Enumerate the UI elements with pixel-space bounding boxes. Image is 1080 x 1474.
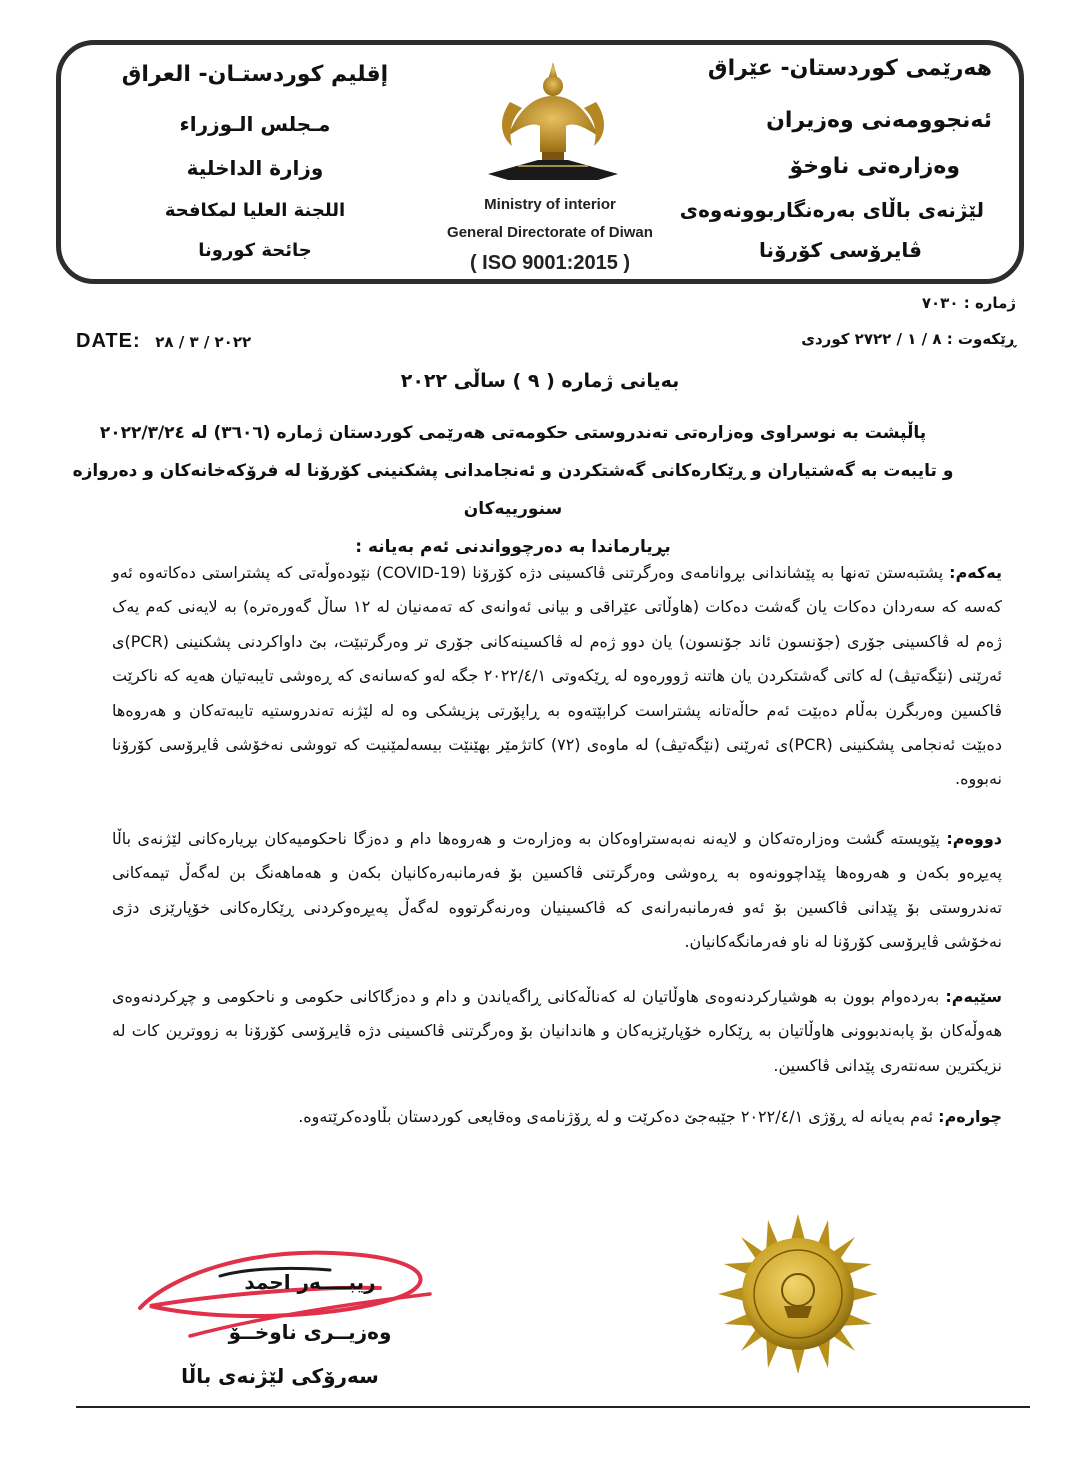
signatory-name: ریبــــەر احمد	[244, 1270, 376, 1294]
intro-line: و تایبەت بە گەشتیاران و ڕێکارەکانی گەشتکردن و ئەنجامدانی پشکنینی کۆرۆنا لە فرۆکەخانەکان و دەروازە سنورییەکان	[72, 461, 954, 519]
official-seal-icon	[718, 1214, 878, 1374]
header-corona-kurdish: ڤایرۆسی کۆرۆنا	[759, 238, 922, 262]
paragraph-label: یەکەم:	[949, 563, 1003, 582]
header-committee-arabic: اللجنة العليا لمكافحة	[164, 200, 346, 221]
paragraph-label: دووەم:	[946, 829, 1002, 848]
paragraph-third	[112, 980, 1002, 1083]
signatory-title: سەرۆکی لێژنەی باڵا	[181, 1364, 379, 1388]
header-ministry-kurdish: وەزارەتی ناوخۆ	[789, 154, 960, 179]
footer-divider	[76, 1406, 1030, 1408]
paragraph-fourth	[190, 1100, 1002, 1134]
iso-label: ( ISO 9001:2015 )	[469, 252, 631, 274]
paragraph-label: چوارەم:	[938, 1107, 1002, 1126]
kurdistan-emblem-icon	[478, 56, 628, 186]
date-value: ٢٠٢٢ / ٣ / ٢٨	[155, 333, 252, 351]
intro-line: بڕیارماندا بە دەرچوواندنی ئەم بەیانە :	[355, 537, 671, 557]
header-region-arabic: إقليم كوردستـان- العراق	[121, 62, 389, 87]
date-label: DATE:	[76, 330, 141, 352]
paragraph-label: سێیەم:	[945, 987, 1002, 1006]
document-date-kurdish: ڕێکەوت : ٨ / ١ / ٢٧٢٢ کوردی	[801, 330, 1016, 348]
statement-intro	[60, 414, 966, 566]
header-region-kurdish: هەرێمی کوردستان- عێراق	[707, 56, 992, 81]
paragraph-first	[112, 556, 1002, 797]
paragraph-text: پێویستە گشت وەزارەتەکان و لایەنە نەبەستراوەکان بە وەزارەت و هەروەها دام و دەزگا ناحکومیەکان بڕیارەکانی لێژنەی باڵا پەیڕەو بکەن و هەروەها پێداچوونەوە بە ڕەوشی وەرگرتنی ڤاکسین بۆ فەرمانبەرەکانیان بکەن و هەماهەنگ بن لەگەڵ تیمەکانی تەندروستی بۆ پێدانی ڤاکسین بۆ ئەو فەرمانبەرانەی کە ڤاکسینیان وەرنەگرتووە لەگەڵ پەیڕەوکردنی ڕێکارەکانی خۆپارێزی دژی نەخۆشی ڤایرۆسی کۆرۆنا لە ناو فەرمانگەکانیان.	[112, 829, 1002, 952]
document-date	[76, 330, 251, 353]
intro-line: پاڵپشت بە نوسراوی وەزارەتی تەندروستی حکومەتی هەرێمی کوردستان ژمارە (٣٦٠٦) لە ٢٠٢٢/٣/٢٤	[99, 423, 927, 443]
signatory-role: وەزیــری ناوخــۆ	[228, 1320, 392, 1344]
header-council-kurdish: ئەنجوومەنی وەزیران	[766, 108, 992, 133]
header-ministry-english: Ministry of interior	[484, 196, 616, 213]
paragraph-text: بەردەوام بوون بە هوشیارکردنەوەی هاوڵاتیان لە کەناڵەکانی ڕاگەیاندن و دام و دەزگاکانی حکومی و ناحکومی و چڕکردنەوەی هەوڵەکان بۆ پابەندبوونی هاوڵاتیان بە ڕێکارە خۆپارێزیەکان و هاندانیان بۆ وەرگرتنی ڤاکسینی دژە ڤایرۆسی کۆرۆنا بە زووترین کات لە نزیکترین سەنتەری پێدانی ڤاکسین.	[112, 987, 1002, 1075]
paragraph-second	[112, 822, 1002, 960]
paragraph-text: ئەم بەیانە لە ڕۆژی ٢٠٢٢/٤/١ جێبەجێ دەکرێت و لە ڕۆژنامەی وەقایعی کوردستان بڵاودەکرێتەوە.	[298, 1107, 934, 1126]
header-corona-arabic: جائحة كورونا	[198, 240, 312, 261]
paragraph-text: پشتبەستن تەنها بە پێشاندانی بڕوانامەی وەرگرتنی ڤاکسینی دژە کۆرۆنا (COVID-19) نێودەوڵەتی کە پشتراستی دەکاتەوە ئەو کەسە کە سەردان دەکات یان گەشت دەکات (هاوڵاتی عێراقی و بیانی ئەوانەی کە تەمەنیان لە ١٢ ساڵ گەورەترە) بە لایەنی کەم یەک ژەم لە ڤاکسینی جۆری (جۆنسون ئاند جۆنسون) یان دوو ژەم لە ڤاکسینەکانی جۆری تر وەرگرتبێت، بێ داواکردنی پشکنینی (PCR)ی ئەرێنی (نێگەتیڤ) لە کاتی گەشتکردن یان هاتنە ژوورەوە لە ڕێکەوتی ٢٠٢٢/٤/١ جگە لەو کەسانەی کە ڕەوشی تایبەتیان هەیە کە ناکرێت ڤاکسین وەربگرن بەڵام دەبێت ئەم حاڵەتانە پشتراست کرابێتەوە بە ڕاپۆرتی پزیشکی وە لە لێژنە تەندروستیە تایبەتەکان و هەروەها دەبێت ئەنجامی پشکنینی (PCR)ی ئەرێنی (نێگەتیڤ) لە ماوەی (٧٢) کاتژمێر بهێنێت بیسەلمێنیت کە تووشی نەخۆشی ڤایرۆسی کۆرۆنا نەبووە.	[112, 563, 1003, 789]
header-ministry-arabic: وزارة الداخلية	[186, 156, 324, 180]
statement-title: بەیانی ژمارە ( ٩ ) ساڵی ٢٠٢٢	[400, 370, 680, 392]
header-council-arabic: مـجلس الـوزراء	[179, 112, 331, 136]
header-committee-kurdish: لێژنەی باڵای بەرەنگاربوونەوەی	[679, 198, 984, 222]
header-directorate-english: General Directorate of Diwan	[447, 224, 653, 241]
document-number: ژمارە : ٧٠٣٠	[921, 294, 1016, 312]
